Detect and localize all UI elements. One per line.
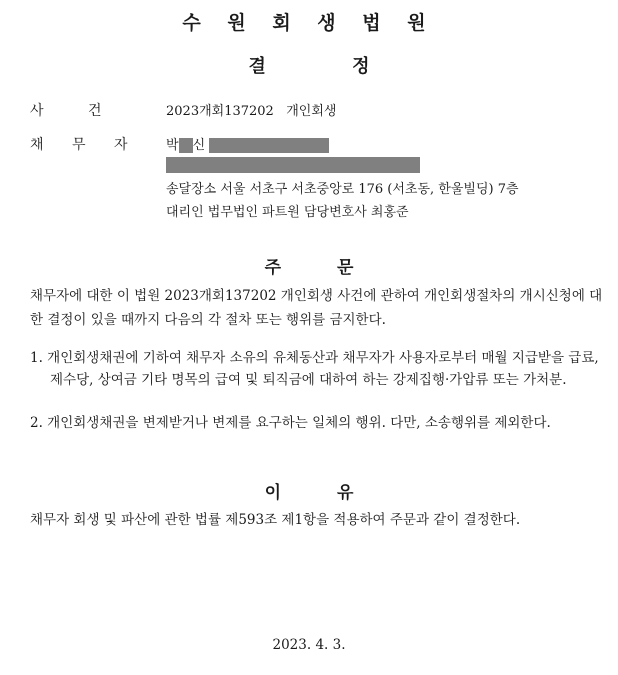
court-name: 수 원 회 생 법 원 [182, 12, 436, 34]
case-label: 사 건 [30, 103, 102, 119]
debtor-label: 채 무 자 [30, 137, 128, 153]
debtor-name-first: 박 [166, 138, 179, 153]
debtor-agent: 대리인 법무법인 파트원 담당변호사 최홍준 [166, 205, 409, 220]
case-info [166, 100, 336, 119]
debtor-address-redacted [166, 157, 420, 173]
order-item-1: 1. 개인회생채권에 기하여 채무자 소유의 유체동산과 채무자가 사용자로부터 매월 지급받을 급료, 제수당, 상여금 기타 명목의 급여 및 퇴직금에 대하여 하는 강제집행·가압류 또는 가처분. [30, 350, 599, 388]
redaction-block [166, 157, 420, 173]
debtor-service-address: 송달장소 서울 서초구 서초중앙로 176 (서초동, 한울빌딩) 7층 [166, 182, 519, 197]
debtor-name-line [166, 134, 329, 153]
order-item-2: 2. 개인회생채권을 변제받거나 변제를 요구하는 일체의 행위. 다만, 소송행위를 제외한다. [30, 415, 551, 431]
redaction-block [209, 138, 329, 153]
case-number: 2023개회137202 [166, 104, 274, 119]
decision-date: 2023. 4. 3. [272, 637, 346, 653]
case-type: 개인회생 [286, 104, 337, 119]
order-intro: 채무자에 대한 이 법원 2023개회137202 개인회생 사건에 관하여 개인회생절차의 개시신청에 대한 결정이 있을 때까지 다음의 각 절차 또는 행위를 금지한다. [30, 288, 603, 328]
order-heading: 주 문 [264, 258, 354, 278]
debtor-name-last: 신 [192, 138, 206, 153]
reason-text: 채무자 회생 및 파산에 관한 법률 제593조 제1항을 적용하여 주문과 같이 결정한다. [30, 512, 521, 528]
document-title: 결 정 [248, 56, 370, 77]
reason-heading: 이 유 [264, 483, 354, 503]
redaction-block [179, 138, 193, 153]
